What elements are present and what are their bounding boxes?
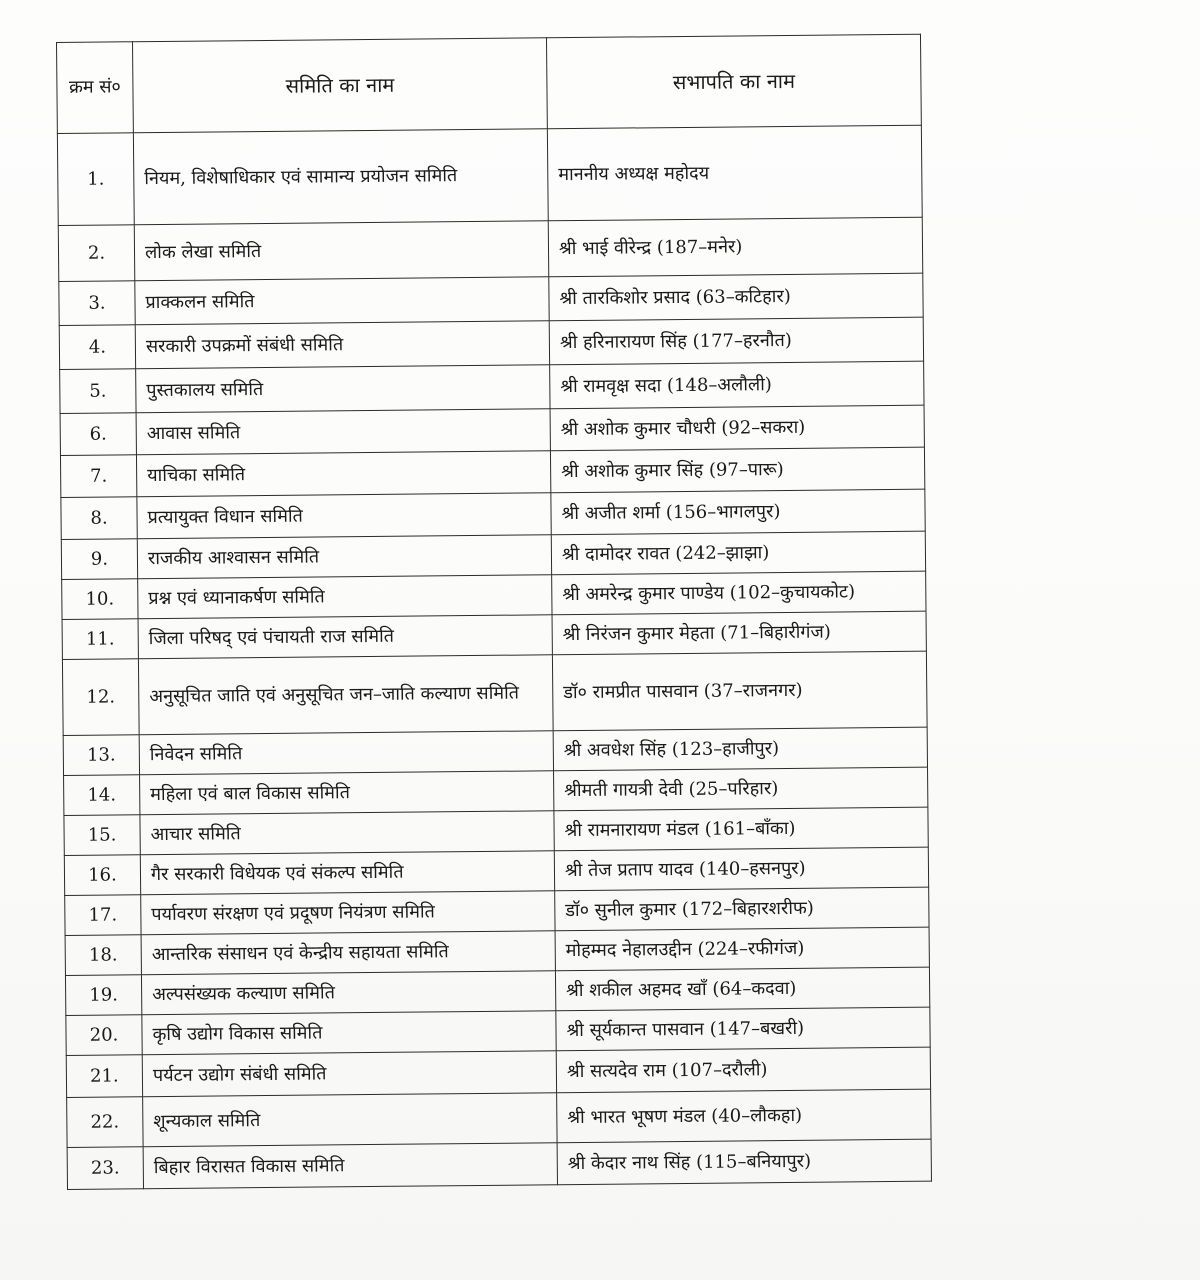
chairman-cell: श्री सत्यदेव राम (107–दरौली) [556, 1047, 930, 1093]
chairman-cell: माननीय अध्यक्ष महोदय [547, 125, 922, 221]
committee-cell: प्रत्यायुक्त विधान समिति [137, 493, 551, 539]
committee-cell: याचिका समिति [136, 451, 550, 497]
table-row [62, 651, 927, 735]
committee-cell: कृषि उद्योग विकास समिति [142, 1011, 556, 1055]
serial-cell: 23. [67, 1147, 143, 1190]
table-header [57, 34, 922, 133]
committee-cell: निवेदन समिति [139, 731, 553, 775]
chairman-cell: श्री तारकिशोर प्रसाद (63–कटिहार) [549, 273, 923, 321]
committee-cell: महिला एवं बाल विकास समिति [140, 771, 554, 815]
serial-cell: 11. [62, 619, 138, 660]
chairman-cell: श्री रामवृक्ष सदा (148–अलौली) [550, 361, 924, 409]
table-row [57, 125, 922, 225]
table-row [67, 1139, 931, 1189]
header-committee-name: समिति का नाम [133, 38, 548, 133]
chairman-cell: श्री अमरेन्द्र कुमार पाण्डेय (102–कुचायकोट) [552, 571, 926, 615]
serial-cell: 3. [59, 281, 135, 326]
committee-cell: अनुसूचित जाति एवं अनुसूचित जन–जाति कल्याण समिति [138, 655, 553, 735]
serial-cell: 15. [64, 815, 140, 856]
serial-cell: 10. [62, 579, 138, 620]
chairman-cell: श्री शकील अहमद खाँ (64–कदवा) [555, 967, 929, 1011]
committee-cell: लोक लेखा समिति [134, 221, 549, 281]
chairman-cell: श्री अजीत शर्मा (156–भागलपुर) [551, 489, 925, 535]
serial-cell: 2. [58, 225, 135, 282]
serial-cell: 9. [61, 539, 137, 580]
chairman-cell: श्री सूर्यकान्त पासवान (147–बखरी) [556, 1007, 930, 1051]
committee-cell: नियम, विशेषाधिकार एवं सामान्य प्रयोजन समिति [133, 129, 548, 225]
chairman-cell: डॉ० सुनील कुमार (172–बिहारशरीफ) [555, 887, 929, 931]
committee-cell: प्राक्कलन समिति [135, 277, 549, 325]
table-row [58, 217, 922, 281]
serial-cell: 13. [63, 735, 139, 776]
committee-cell: अल्पसंख्यक कल्याण समिति [141, 971, 555, 1015]
chairman-cell: श्री हरिनारायण सिंह (177–हरनौत) [549, 317, 923, 365]
committee-cell: पर्यावरण संरक्षण एवं प्रदूषण नियंत्रण समिति [141, 891, 555, 935]
committee-cell: पुस्तकालय समिति [136, 365, 550, 413]
serial-cell: 1. [57, 133, 134, 226]
committee-cell: आन्तरिक संसाधन एवं केन्द्रीय सहायता समिति [141, 931, 555, 975]
serial-cell: 4. [59, 325, 135, 370]
header-serial: क्रम सं० [57, 42, 134, 134]
chairman-cell: श्री अवधेश सिंह (123–हाजीपुर) [553, 727, 927, 771]
chairman-cell: श्री दामोदर रावत (242–झाझा) [551, 531, 925, 575]
chairman-cell: श्री रामनारायण मंडल (161–बाँका) [554, 807, 928, 851]
serial-cell: 6. [60, 413, 136, 456]
chairman-cell: श्री केदार नाथ सिंह (115–बनियापुर) [557, 1139, 931, 1185]
table-row [67, 1089, 931, 1147]
serial-cell: 19. [65, 975, 141, 1016]
serial-cell: 20. [66, 1015, 142, 1056]
committee-cell: राजकीय आश्वासन समिति [137, 535, 551, 579]
serial-cell: 12. [62, 659, 139, 736]
serial-cell: 18. [65, 935, 141, 976]
header-chairman-name: सभापति का नाम [546, 34, 921, 129]
serial-cell: 8. [61, 497, 137, 540]
serial-cell: 21. [66, 1055, 142, 1098]
chairman-cell: श्री अशोक कुमार सिंह (97–पारू) [550, 447, 924, 493]
chairman-cell: श्री भाई वीरेन्द्र (187–मनेर) [548, 217, 923, 277]
serial-cell: 22. [67, 1097, 143, 1148]
committee-cell: शून्यकाल समिति [143, 1093, 557, 1147]
serial-cell: 17. [65, 895, 141, 936]
serial-cell: 14. [64, 775, 140, 816]
serial-cell: 16. [64, 855, 140, 896]
table-body [57, 125, 931, 1189]
committee-cell: जिला परिषद् एवं पंचायती राज समिति [138, 615, 552, 659]
serial-cell: 7. [60, 455, 136, 498]
committee-cell: प्रश्न एवं ध्यानाकर्षण समिति [138, 575, 552, 619]
header-row [57, 34, 922, 133]
serial-cell: 5. [60, 369, 136, 414]
committee-cell: गैर सरकारी विधेयक एवं संकल्प समिति [140, 851, 554, 895]
chairman-cell: श्री तेज प्रताप यादव (140–हसनपुर) [554, 847, 928, 891]
committee-cell: आचार समिति [140, 811, 554, 855]
chairman-cell: डॉ० रामप्रीत पासवान (37–राजनगर) [552, 651, 927, 731]
committee-cell: बिहार विरासत विकास समिति [143, 1143, 557, 1189]
chairman-cell: श्री अशोक कुमार चौधरी (92–सकरा) [550, 405, 924, 451]
committee-cell: पर्यटन उद्योग संबंधी समिति [142, 1051, 556, 1097]
chairman-cell: मोहम्मद नेहालउद्दीन (224–रफीगंज) [555, 927, 929, 971]
chairman-cell: श्री निरंजन कुमार मेहता (71–बिहारीगंज) [552, 611, 926, 655]
committee-table [56, 34, 932, 1190]
chairman-cell: श्री भारत भूषण मंडल (40–लौकहा) [557, 1089, 931, 1143]
committee-cell: सरकारी उपक्रमों संबंधी समिति [135, 321, 549, 369]
chairman-cell: श्रीमती गायत्री देवी (25–परिहार) [554, 767, 928, 811]
committee-cell: आवास समिति [136, 409, 550, 455]
